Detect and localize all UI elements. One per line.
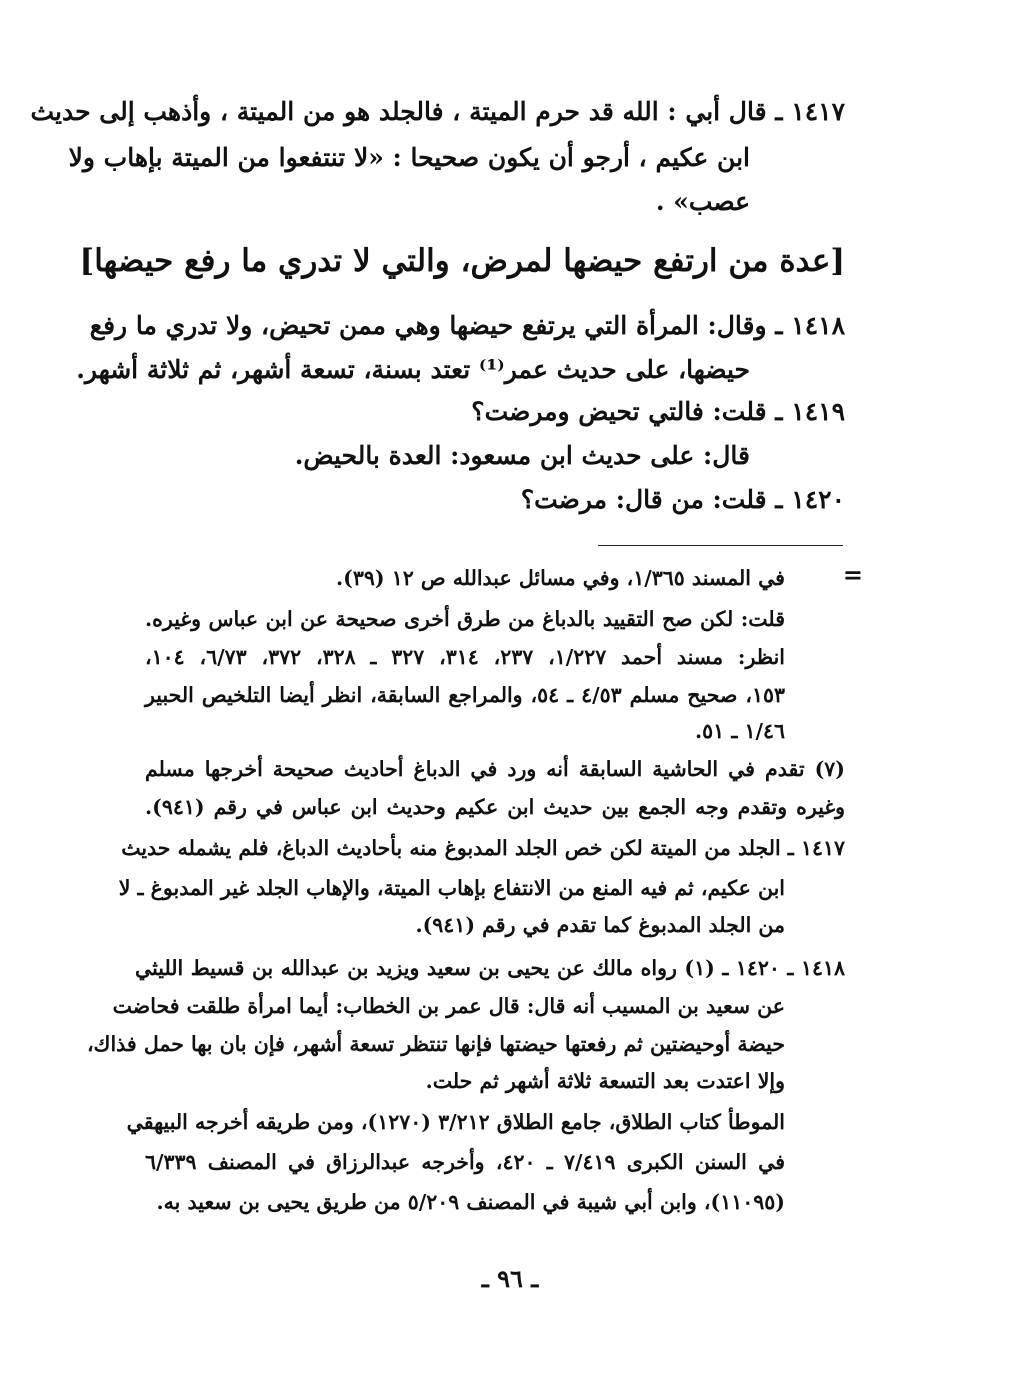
footnote-line: ١٤١٨ ـ ١٤٢٠ ـ (١) رواه مالك عن يحيى بن سعيد ويزيد بن عبدالله بن قسيط الليثي — [135, 956, 845, 980]
footnote-line: ١/٤٦ ـ ٥١. — [695, 719, 785, 743]
entry-1419-line-1: ١٤١٩ ـ قلت: فالتي تحيض ومرضت؟ — [471, 397, 845, 426]
page-number: ـ ٩٦ ـ — [481, 1264, 539, 1293]
footnote-line: عن سعيد بن المسيب أنه قال: قال عمر بن الخطاب: أيما امرأة طلقت فحاضت — [112, 994, 785, 1018]
entry-1419-answer: قال: على حديث ابن مسعود: العدة بالحيض. — [294, 441, 750, 470]
footnote-line: في السنن الكبرى ٧/٤١٩ ـ ٤٢٠، وأخرجه عبدالرزاق في المصنف ٦/٣٣٩ — [145, 1150, 786, 1174]
footnote-line: ١٥٣، صحيح مسلم ٤/٥٣ ـ ٥٤، والمراجع السابقة، انظر أيضا التلخيص الحبير — [145, 683, 785, 707]
footnote-line: (٧) تقدم في الحاشية السابقة أنه ورد في الدباغ أحاديث صحيحة أخرجها مسلم — [145, 757, 845, 781]
footnote-line: وإلا اعتدت بعد التسعة ثلاثة أشهر ثم حلت. — [425, 1069, 785, 1093]
entry-1418-line-1: ١٤١٨ ـ وقال: المرأة التي يرتفع حيضها وهي ممن تحيض، ولا تدري ما رفع — [89, 311, 845, 340]
entry-1417-line-2: ابن عكيم ، أرجو أن يكون صحيحا : «لا تنتفعوا من الميتة بإهاب ولا — [68, 143, 750, 172]
footnote-line: الموطأ كتاب الطلاق، جامع الطلاق ٣/٢١٢ (١٢٧٠)، ومن طريقه أخرجه البيهقي — [126, 1110, 785, 1134]
entry-1417-line-3: عصب» . — [655, 187, 750, 216]
footnote-line: في المسند ١/٣٦٥، وفي مسائل عبدالله ص ١٢ (٣٩). — [336, 566, 785, 590]
footnote-line: وغيره وتقدم وجه الجمع بين حديث ابن عكيم وحديث ابن عباس في رقم (٩٤١). — [145, 795, 845, 819]
footnote-line: ابن عكيم، ثم فيه المنع من الانتفاع بإهاب الميتة، والإهاب الجلد غير المدبوغ ـ لا — [118, 876, 785, 900]
entry-1420-line-1: ١٤٢٠ ـ قلت: من قال: مرضت؟ — [520, 485, 845, 514]
footnote-separator — [598, 545, 843, 546]
footnote-line: انظر: مسند أحمد ١/٢٢٧، ٢٣٧، ٣١٤، ٣٢٧ ـ ٣٢٨، ٣٧٢، ٦/٧٣، ١٠٤، — [145, 645, 785, 669]
footnote-line: حيضة أوحيضتين ثم رفعتها حيضتها فإنها تنتظر تسعة أشهر، فإن بان بها حمل فذاك، — [86, 1032, 785, 1056]
footnote-line: من الجلد المدبوغ كما تقدم في رقم (٩٤١). — [415, 913, 785, 937]
entry-1417-line-1: ١٤١٧ ـ قال أبي : الله قد حرم الميتة ، فالجلد هو من الميتة ، وأذهب إلى حديث — [30, 97, 845, 126]
section-heading: [عدة من ارتفع حيضها لمرض، والتي لا تدري ما رفع حيضها] — [79, 243, 845, 279]
footnote-line: (١١٠٩٥)، وابن أبي شيبة في المصنف ٥/٢٠٩ من طريق يحيى بن سعيد به. — [156, 1190, 785, 1214]
footnote-line: قلت: لكن صح التقييد بالدباغ من طرق أخرى صحيحة عن ابن عباس وغيره. — [145, 607, 785, 631]
footnote-line: ١٤١٧ ـ الجلد من الميتة لكن خص الجلد المدبوغ منه بأحاديث الدباغ، فلم يشمله حديث — [121, 836, 845, 860]
footnote-continuation-mark: = — [842, 560, 863, 589]
entry-1418-line-2: حيضها، على حديث عمر⁽¹⁾ تعتد بسنة، تسعة أشهر، ثم ثلاثة أشهر. — [76, 355, 750, 384]
